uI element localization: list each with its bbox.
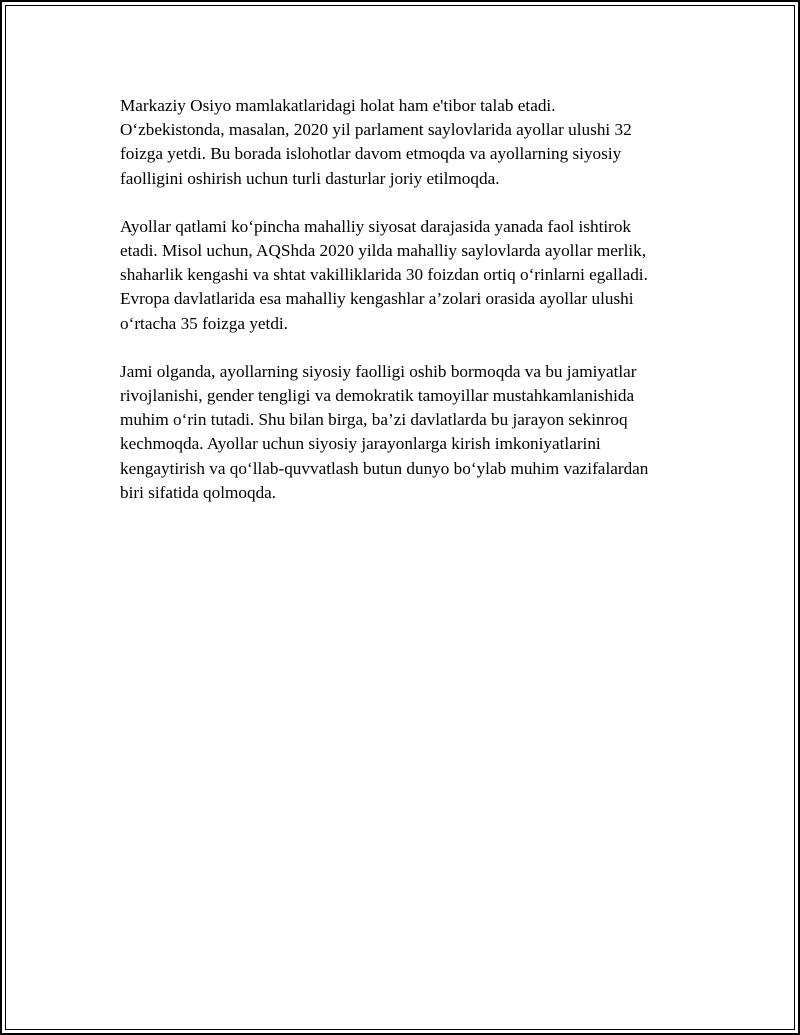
document-body xyxy=(120,94,700,529)
paragraph-central-asia: Markaziy Osiyo mamlakatlaridagi holat ham e'tibor talab etadi. O‘zbekistonda, masalan, 2020 yil parlament saylovlarida ayollar ulushi 32 foizga yetdi. Bu borada islohotlar davom etmoqda va ayollarning siyosiy faolligini oshirish uchun turli dasturlar joriy etilmoqda. xyxy=(120,96,632,188)
paragraph-conclusion: Jami olganda, ayollarning siyosiy faolligi oshib bormoqda va bu jamiyatlar rivojlanishi, gender tengligi va demokratik tamoyillar mustahkamlanishida muhim o‘rin tutadi. Shu bilan birga, ba’zi davlatlarda bu jarayon sekinroq kechmoqda. Ayollar uchun siyosiy jarayonlarga kirish imkoniyatlarini kengaytirish va qo‘llab-quvvatlash butun dunyo bo‘ylab muhim vazifalardan biri sifatida qolmoqda. xyxy=(120,361,649,502)
paragraph-local-politics: Ayollar qatlami ko‘pincha mahalliy siyosat darajasida yanada faol ishtirok etadi. Misol uchun, AQShda 2020 yilda mahalliy saylovlarda ayollar merlik, shaharlik kengashi va shtat vakilliklarida 30 foizdan ortiq o‘rinlarni egalladi. Evropa davlatlarida esa mahalliy kengashlar a’zolari orasida ayollar ulushi o‘rtacha 35 foizga yetdi. xyxy=(120,216,648,333)
